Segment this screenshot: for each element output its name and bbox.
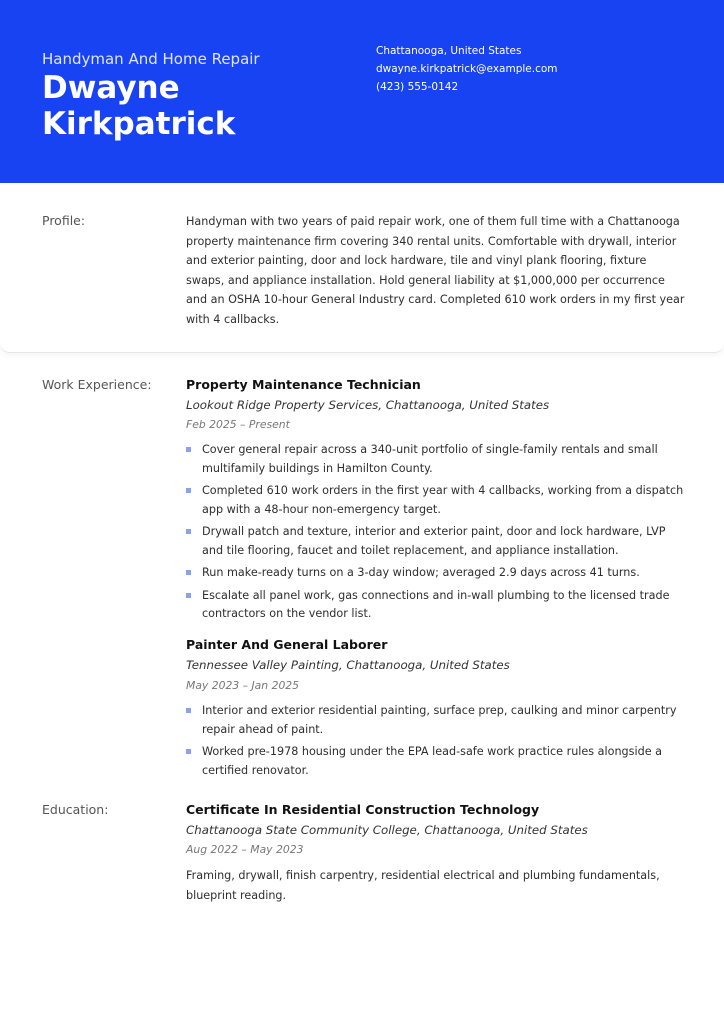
bullet-text: Escalate all panel work, gas connections and in-wall plumbing to the licensed trade contractors on the vendor list. — [202, 588, 670, 620]
resume-header — [0, 0, 724, 183]
bullet-item — [186, 743, 686, 780]
bullet-square-icon — [186, 570, 191, 575]
school-name: Chattanooga State Community College, Chattanooga, United States — [186, 823, 588, 837]
email-link[interactable]: dwayne.kirkpatrick@example.com — [376, 63, 558, 75]
company-name: Lookout Ridge Property Services, Chattanooga, United States — [186, 398, 550, 412]
contact-info — [376, 42, 558, 96]
bullet-square-icon — [186, 488, 191, 493]
profile-text: Handyman with two years of paid repair work, one of them full time with a Chattanooga property maintenance firm covering 340 rental units. Comfortable with drywall, interior and exterior painting, door and lock hardware, tile and vinyl plank flooring, fixture swaps, and appliance installation. Hold general liability at $1,000,000 per occurrence and an OSHA 10-hour General Industry card. Completed 610 work orders in my first year with 4 callbacks. — [186, 215, 685, 326]
bullet-text: Worked pre-1978 housing under the EPA lead-safe work practice rules alongside a certified renovator. — [202, 745, 662, 777]
bullet-square-icon — [186, 593, 191, 598]
bullet-text: Interior and exterior residential painting, surface prep, caulking and minor carpentry repair ahead of paint. — [202, 704, 677, 736]
bullet-text: Cover general repair across a 340-unit portfolio of single-family rentals and small multifamily buildings in Hamilton County. — [202, 443, 658, 475]
job-title: Painter And General Laborer — [186, 637, 388, 652]
bullet-item — [186, 441, 686, 478]
bullet-text: Drywall patch and texture, interior and exterior paint, door and lock hardware, LVP and tile flooring, faucet and toilet replacement, and appliance installation. — [202, 525, 666, 557]
company-name: Tennessee Valley Painting, Chattanooga, United States — [186, 658, 510, 672]
job-bullets — [186, 702, 686, 784]
bullet-square-icon — [186, 447, 191, 452]
bullet-text: Run make-ready turns on a 3-day window; averaged 2.9 days across 41 turns. — [202, 566, 640, 579]
job-subtitle: Handyman And Home Repair — [42, 50, 260, 68]
bullet-square-icon — [186, 708, 191, 713]
bullet-item — [186, 564, 686, 583]
bullet-text: Completed 610 work orders in the first year with 4 callbacks, working from a dispatch app with a 48-hour non-emergency target. — [202, 484, 684, 516]
bullet-item — [186, 702, 686, 739]
phone-text: (423) 555-0142 — [376, 81, 459, 93]
education-description: Framing, drywall, finish carpentry, residential electrical and plumbing fundamentals, blueprint reading. — [186, 869, 660, 902]
bullet-square-icon — [186, 749, 191, 754]
bullet-square-icon — [186, 529, 191, 534]
job-bullets — [186, 441, 686, 628]
job-dates: Feb 2025 – Present — [186, 418, 290, 431]
profile-label: Profile: — [42, 213, 86, 228]
location-text: Chattanooga, United States — [376, 45, 522, 57]
bullet-item — [186, 587, 686, 624]
bullet-item — [186, 482, 686, 519]
education-title: Certificate In Residential Construction Technology — [186, 802, 540, 817]
work-experience-label: Work Experience: — [42, 377, 152, 392]
education-label: Education: — [42, 802, 109, 817]
education-dates: Aug 2022 – May 2023 — [186, 843, 304, 856]
job-dates: May 2023 – Jan 2025 — [186, 679, 300, 692]
candidate-name: Dwayne Kirkpatrick — [42, 70, 236, 142]
bullet-item — [186, 523, 686, 560]
job-title: Property Maintenance Technician — [186, 377, 421, 392]
